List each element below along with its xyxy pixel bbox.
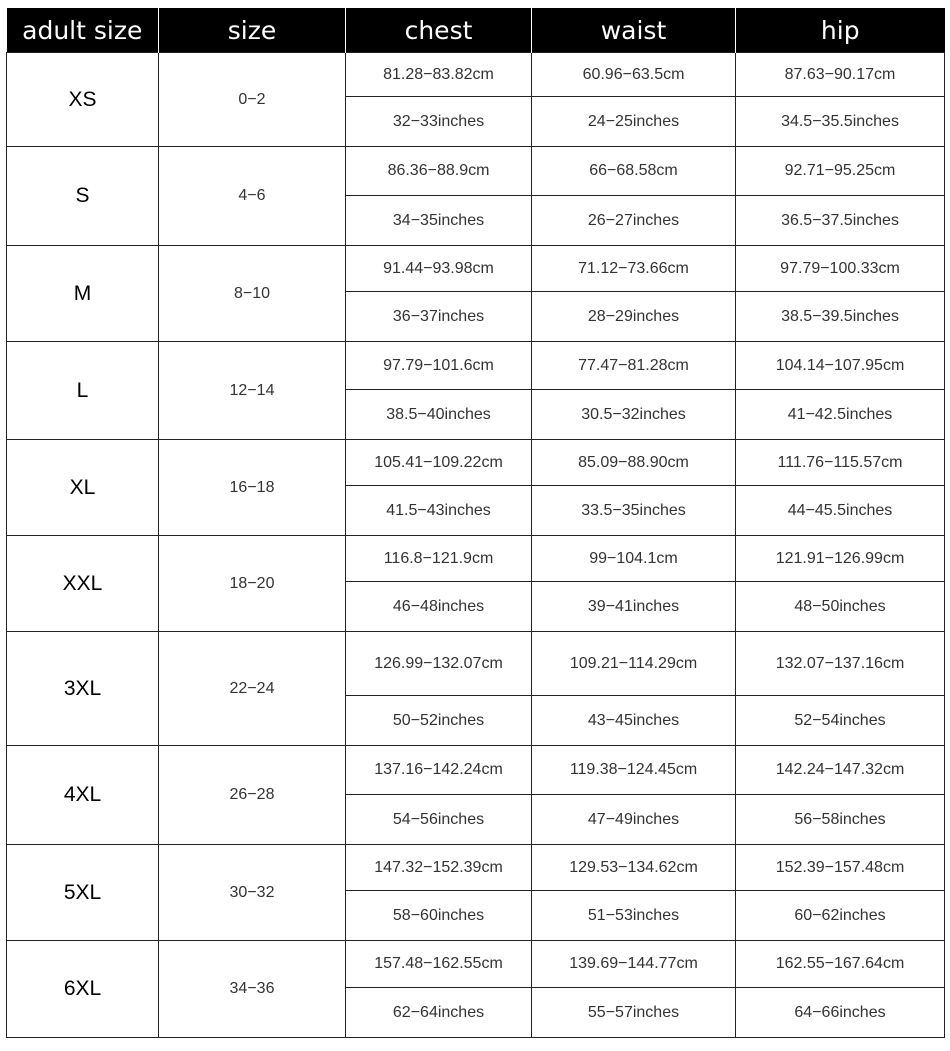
table-row (7, 941, 945, 988)
chest-inches-cell: 62−64inches (346, 988, 532, 1038)
hip-cm-cell: 132.07−137.16cm (736, 632, 945, 696)
waist-cm-cell: 129.53−134.62cm (532, 845, 736, 891)
adult-size-cell: 6XL (7, 941, 159, 1038)
hip-cm-cell: 92.71−95.25cm (736, 147, 945, 196)
chest-cm-cell: 137.16−142.24cm (346, 746, 532, 795)
waist-inches-cell: 28−29inches (532, 292, 736, 342)
chest-cm-cell: 91.44−93.98cm (346, 246, 532, 292)
adult-size-cell: M (7, 246, 159, 342)
hip-cm-cell: 104.14−107.95cm (736, 342, 945, 390)
hip-inches-cell: 56−58inches (736, 795, 945, 845)
waist-inches-cell: 39−41inches (532, 582, 736, 632)
chest-cm-cell: 126.99−132.07cm (346, 632, 532, 696)
hip-inches-cell: 44−45.5inches (736, 486, 945, 536)
waist-inches-cell: 43−45inches (532, 696, 736, 746)
header-hip: hip (736, 8, 945, 53)
hip-inches-cell: 52−54inches (736, 696, 945, 746)
chest-inches-cell: 50−52inches (346, 696, 532, 746)
waist-cm-cell: 71.12−73.66cm (532, 246, 736, 292)
table-row (7, 845, 945, 891)
hip-inches-cell: 36.5−37.5inches (736, 196, 945, 246)
waist-inches-cell: 30.5−32inches (532, 390, 736, 440)
table-row (7, 632, 945, 696)
hip-inches-cell: 60−62inches (736, 891, 945, 941)
size-range-cell: 22−24 (159, 632, 346, 746)
chest-cm-cell: 97.79−101.6cm (346, 342, 532, 390)
table-row (7, 536, 945, 582)
adult-size-cell: XS (7, 53, 159, 147)
chest-cm-cell: 147.32−152.39cm (346, 845, 532, 891)
hip-cm-cell: 152.39−157.48cm (736, 845, 945, 891)
table-row (7, 147, 945, 196)
size-range-cell: 12−14 (159, 342, 346, 440)
adult-size-cell: S (7, 147, 159, 246)
table-row (7, 440, 945, 486)
chest-inches-cell: 58−60inches (346, 891, 532, 941)
waist-cm-cell: 60.96−63.5cm (532, 53, 736, 97)
waist-inches-cell: 24−25inches (532, 97, 736, 147)
chest-inches-cell: 41.5−43inches (346, 486, 532, 536)
hip-cm-cell: 97.79−100.33cm (736, 246, 945, 292)
chest-inches-cell: 36−37inches (346, 292, 532, 342)
waist-cm-cell: 109.21−114.29cm (532, 632, 736, 696)
adult-size-cell: XXL (7, 536, 159, 632)
chest-inches-cell: 34−35inches (346, 196, 532, 246)
chest-inches-cell: 54−56inches (346, 795, 532, 845)
adult-size-cell: XL (7, 440, 159, 536)
size-range-cell: 0−2 (159, 53, 346, 147)
waist-cm-cell: 99−104.1cm (532, 536, 736, 582)
chest-inches-cell: 38.5−40inches (346, 390, 532, 440)
chest-cm-cell: 157.48−162.55cm (346, 941, 532, 988)
header-size: size (159, 8, 346, 53)
size-range-cell: 16−18 (159, 440, 346, 536)
waist-cm-cell: 77.47−81.28cm (532, 342, 736, 390)
hip-inches-cell: 48−50inches (736, 582, 945, 632)
size-range-cell: 4−6 (159, 147, 346, 246)
hip-inches-cell: 64−66inches (736, 988, 945, 1038)
table-row (7, 342, 945, 390)
hip-cm-cell: 142.24−147.32cm (736, 746, 945, 795)
chest-cm-cell: 116.8−121.9cm (346, 536, 532, 582)
header-waist: waist (532, 8, 736, 53)
hip-inches-cell: 34.5−35.5inches (736, 97, 945, 147)
size-range-cell: 34−36 (159, 941, 346, 1038)
adult-size-cell: L (7, 342, 159, 440)
chest-cm-cell: 81.28−83.82cm (346, 53, 532, 97)
chest-cm-cell: 105.41−109.22cm (346, 440, 532, 486)
adult-size-cell: 5XL (7, 845, 159, 941)
waist-cm-cell: 119.38−124.45cm (532, 746, 736, 795)
waist-cm-cell: 66−68.58cm (532, 147, 736, 196)
waist-inches-cell: 33.5−35inches (532, 486, 736, 536)
header-chest: chest (346, 8, 532, 53)
waist-inches-cell: 26−27inches (532, 196, 736, 246)
size-chart-table (6, 8, 945, 1038)
hip-cm-cell: 87.63−90.17cm (736, 53, 945, 97)
waist-inches-cell: 55−57inches (532, 988, 736, 1038)
hip-inches-cell: 38.5−39.5inches (736, 292, 945, 342)
header-adult-size: adult size (7, 8, 159, 53)
size-range-cell: 26−28 (159, 746, 346, 845)
table-row (7, 746, 945, 795)
waist-cm-cell: 85.09−88.90cm (532, 440, 736, 486)
adult-size-cell: 4XL (7, 746, 159, 845)
size-range-cell: 30−32 (159, 845, 346, 941)
table-row (7, 246, 945, 292)
hip-inches-cell: 41−42.5inches (736, 390, 945, 440)
hip-cm-cell: 111.76−115.57cm (736, 440, 945, 486)
waist-inches-cell: 47−49inches (532, 795, 736, 845)
chest-cm-cell: 86.36−88.9cm (346, 147, 532, 196)
chest-inches-cell: 46−48inches (346, 582, 532, 632)
size-range-cell: 8−10 (159, 246, 346, 342)
table-row (7, 53, 945, 97)
chest-inches-cell: 32−33inches (346, 97, 532, 147)
header-row (7, 8, 945, 53)
hip-cm-cell: 162.55−167.64cm (736, 941, 945, 988)
waist-inches-cell: 51−53inches (532, 891, 736, 941)
waist-cm-cell: 139.69−144.77cm (532, 941, 736, 988)
hip-cm-cell: 121.91−126.99cm (736, 536, 945, 582)
adult-size-cell: 3XL (7, 632, 159, 746)
size-range-cell: 18−20 (159, 536, 346, 632)
